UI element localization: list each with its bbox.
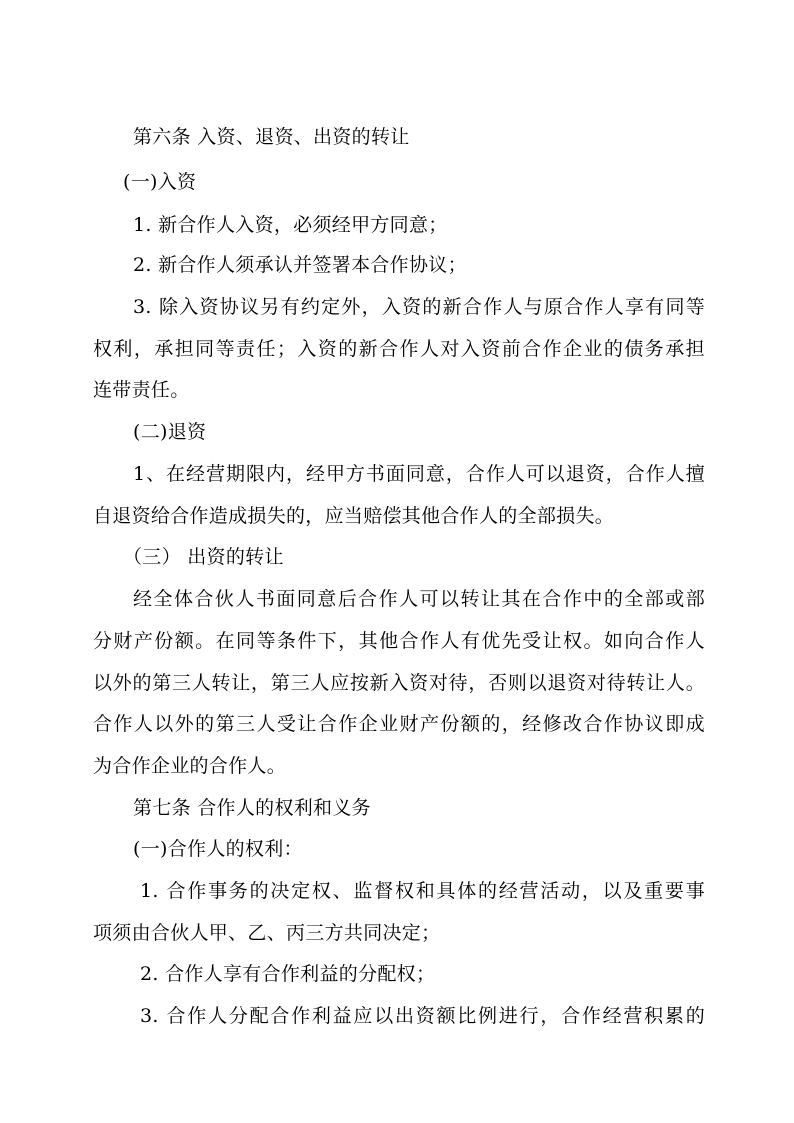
entry-item-2: 2. 新合作人须承认并签署本合作协议； xyxy=(133,254,467,276)
section-capital-entry-heading: (一)入资 xyxy=(123,171,197,193)
section-partner-rights-heading: (一)合作人的权利： xyxy=(133,838,303,860)
transfer-paragraph-line-5: 为合作企业的合作人。 xyxy=(93,755,287,777)
entry-item-3-line-2: 权利，承担同等责任；入资的新合作人对入资前合作企业的债务承担 xyxy=(93,338,705,360)
section-capital-withdrawal-heading: (二)退资 xyxy=(133,421,207,443)
entry-item-3-line-1: 3. 除入资协议另有约定外，入资的新合作人与原合作人享有同等 xyxy=(133,296,705,318)
entry-item-3-line-3: 连带责任。 xyxy=(93,379,190,401)
article-7-heading: 第七条 合作人的权利和义务 xyxy=(133,797,371,819)
entry-item-1: 1. 新合作人入资，必须经甲方同意； xyxy=(133,214,448,236)
transfer-paragraph-line-4: 合作人以外的第三人受让合作企业财产份额的，经修改合作协议即成 xyxy=(93,713,705,735)
withdrawal-item-1-line-2: 自退资给合作造成损失的，应当赔偿其他合作人的全部损失。 xyxy=(93,505,615,527)
transfer-paragraph-line-1: 经全体合伙人书面同意后合作人可以转让其在合作中的全部或部 xyxy=(133,588,705,610)
rights-item-1-line-2: 项须由合伙人甲、乙、丙三方共同决定； xyxy=(93,922,441,944)
transfer-paragraph-line-2: 分财产份额。在同等条件下，其他合作人有优先受让权。如向合作人 xyxy=(93,630,705,652)
article-6-heading: 第六条 入资、退资、出资的转让 xyxy=(133,126,410,148)
rights-item-1-line-1: 1. 合作事务的决定权、监督权和具体的经营活动，以及重要事 xyxy=(140,880,705,902)
withdrawal-item-1-line-1: 1、在经营期限内，经甲方书面同意，合作人可以退资，合作人擅 xyxy=(133,463,705,485)
section-transfer-heading: （三） 出资的转让 xyxy=(123,546,284,568)
rights-item-3-line-1: 3. 合作人分配合作利益应以出资额比例进行，合作经营积累的 xyxy=(140,1005,705,1027)
rights-item-2: 2. 合作人享有合作利益的分配权； xyxy=(140,963,436,985)
transfer-paragraph-line-3: 以外的第三人转让，第三人应按新入资对待，否则以退资对待转让人。 xyxy=(93,672,705,694)
